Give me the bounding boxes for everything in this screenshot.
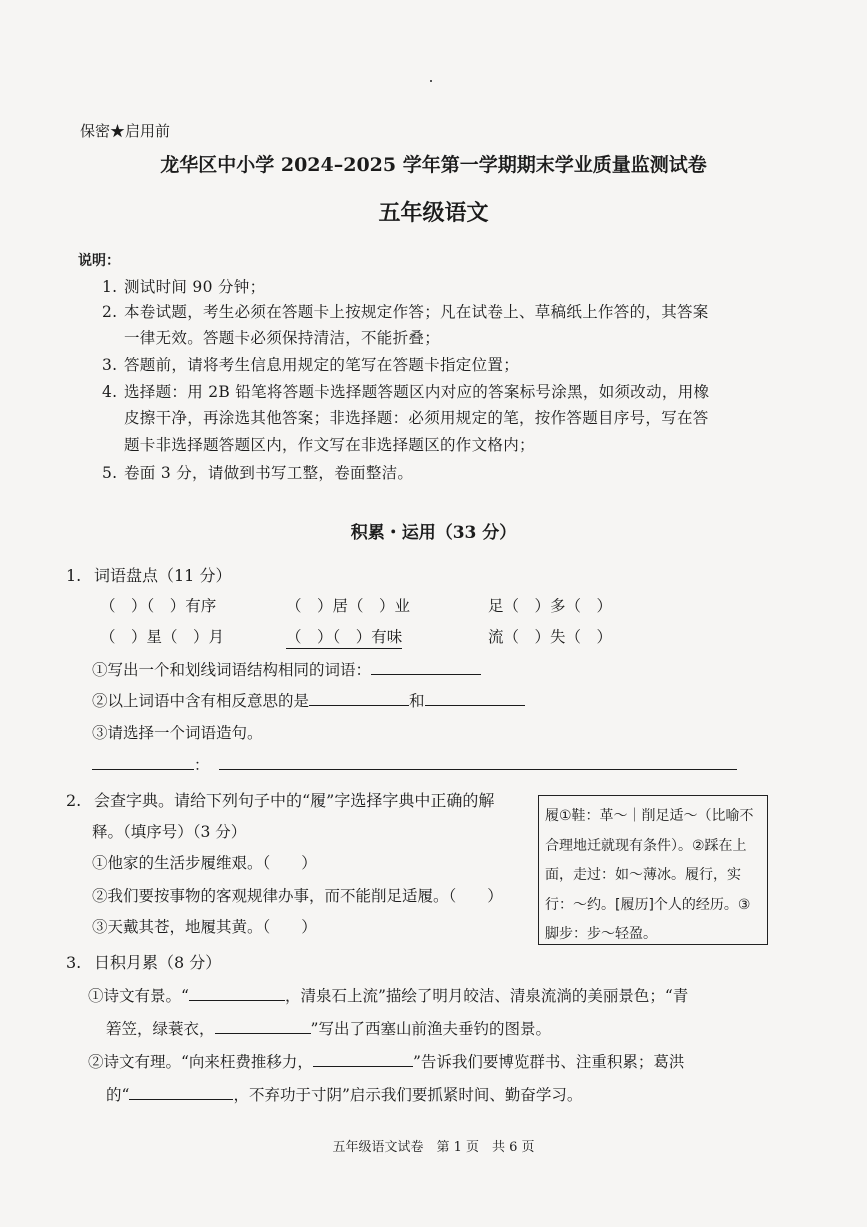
q3-text: ，不弃功于寸阴”启示我们要抓紧时间、勤奋学习。 bbox=[233, 1086, 583, 1104]
q3-line-1 bbox=[88, 984, 688, 1006]
dictionary-entry-box: 履①鞋：革～｜削足适～（比喻不合理地迁就现有条件）。②踩在上面，走过：如～薄冰。履行，实行：～约。[履历]个人的经历。③脚步：步～轻盈。 bbox=[538, 795, 768, 945]
q1-sub-3: ③请选择一个词语造句。 bbox=[92, 724, 263, 742]
poem-blank-4[interactable] bbox=[129, 1085, 233, 1100]
question-3-title bbox=[66, 950, 221, 973]
q3-line-4 bbox=[106, 1083, 582, 1105]
question-number: 1. bbox=[66, 566, 82, 585]
q2-item-3: ③天戴其苍，地履其黄。（ ） bbox=[92, 918, 317, 936]
section-title: 积累・运用（33 分） bbox=[350, 523, 517, 543]
note-text: 测试时间 90 分钟； bbox=[124, 278, 266, 296]
question-2-title-cont: 释。（填序号）（3 分） bbox=[92, 823, 247, 841]
poem-blank-3[interactable] bbox=[313, 1052, 413, 1067]
q3-text: 箬笠，绿蓑衣， bbox=[106, 1020, 215, 1038]
q1-sub-2-and: 和 bbox=[409, 692, 425, 710]
word-3: 足（ ）多（ ） bbox=[488, 597, 613, 615]
q1-sub-1 bbox=[92, 658, 481, 680]
scan-speck bbox=[430, 80, 432, 82]
note-text: 选择题：用 2B 铅笔将答题卡选择题答题区内对应的答案标号涂黑，如须改动，用橡 bbox=[124, 383, 710, 401]
q1-sub-2 bbox=[92, 689, 525, 711]
word-5-underlined: （ ）（ ）有味 bbox=[286, 625, 402, 649]
answer-blank[interactable] bbox=[425, 691, 525, 706]
q3-text: 的“ bbox=[106, 1086, 130, 1104]
q3-text: ，清泉石上流”描绘了明月皎洁、清泉流淌的美丽景色；“青 bbox=[284, 987, 689, 1005]
exam-subject: 五年级语文 bbox=[378, 200, 489, 226]
notes-label: 说明： bbox=[78, 253, 120, 269]
question-text: 词语盘点（11 分） bbox=[94, 566, 232, 585]
question-text: 会查字典。请给下列句子中的“履”字选择字典中正确的解 bbox=[94, 791, 495, 810]
note-text: 答题前，请将考生信息用规定的笔写在答题卡指定位置； bbox=[124, 356, 520, 374]
note-number: 2. bbox=[102, 303, 118, 321]
q2-item-2: ②我们要按事物的客观规律办事，而不能削足适履。（ ） bbox=[92, 887, 503, 905]
q2-item-1: ①他家的生活步履维艰。（ ） bbox=[92, 854, 317, 872]
note-item-2 bbox=[102, 300, 709, 322]
note-item-5 bbox=[102, 461, 413, 483]
question-number: 3. bbox=[66, 953, 82, 972]
word-4: （ ）星（ ）月 bbox=[100, 628, 225, 646]
q1-sub-1-text: ①写出一个和划线词语结构相同的词语： bbox=[92, 661, 372, 679]
note-item-2-cont: 一律无效。答题卡必须保持清洁，不能折叠； bbox=[124, 329, 441, 347]
poem-blank-1[interactable] bbox=[189, 986, 285, 1001]
note-item-4-cont: 皮擦干净，再涂选其他答案；非选择题：必须用规定的笔，按作答题目序号，写在答 bbox=[124, 409, 709, 427]
note-item-4-cont2: 题卡非选择题答题区内，作文写在非选择题区的作文格内； bbox=[124, 436, 535, 454]
poem-blank-2[interactable] bbox=[215, 1019, 311, 1034]
q3-text: ②诗文有理。“向来枉费推移力， bbox=[88, 1053, 313, 1071]
sentence-line bbox=[92, 754, 737, 775]
q3-text: ”写出了西塞山前渔夫垂钓的图景。 bbox=[310, 1020, 551, 1038]
answer-blank[interactable] bbox=[309, 691, 409, 706]
word-1: （ ）（ ）有序 bbox=[100, 597, 217, 615]
confidential-label: 保密★启用前 bbox=[80, 122, 171, 140]
note-text: 卷面 3 分，请做到书写工整，卷面整洁。 bbox=[124, 464, 414, 482]
exam-title: 龙华区中小学 2024–2025 学年第一学期期末学业质量监测试卷 bbox=[160, 154, 707, 176]
q3-text: ①诗文有景。“ bbox=[88, 987, 189, 1005]
word-2: （ ）居（ ）业 bbox=[286, 597, 411, 615]
q3-line-2 bbox=[106, 1017, 551, 1039]
note-item-4 bbox=[102, 380, 709, 402]
word-6: 流（ ）失（ ） bbox=[488, 628, 613, 646]
note-item-3 bbox=[102, 353, 519, 375]
sentence-blank[interactable] bbox=[219, 755, 737, 770]
answer-blank[interactable] bbox=[371, 660, 481, 675]
note-number: 3. bbox=[102, 356, 118, 374]
question-text: 日积月累（8 分） bbox=[94, 953, 222, 972]
page-footer: 五年级语文试卷 第 1 页 共 6 页 bbox=[332, 1140, 535, 1155]
note-number: 4. bbox=[102, 383, 118, 401]
q3-text: ”告诉我们要博览群书、注重积累；葛洪 bbox=[412, 1053, 685, 1071]
question-1-title bbox=[66, 563, 231, 586]
note-number: 5. bbox=[102, 464, 118, 482]
note-item-1 bbox=[102, 275, 265, 297]
question-number: 2. bbox=[66, 791, 82, 810]
question-2-title bbox=[66, 788, 494, 811]
colon: ： bbox=[194, 756, 210, 774]
q3-line-3 bbox=[88, 1050, 684, 1072]
q1-sub-2-text: ②以上词语中含有相反意思的是 bbox=[92, 692, 310, 710]
word-choice-blank[interactable] bbox=[92, 755, 194, 770]
note-number: 1. bbox=[102, 278, 118, 296]
note-text: 本卷试题，考生必须在答题卡上按规定作答；凡在试卷上、草稿纸上作答的，其答案 bbox=[124, 303, 709, 321]
